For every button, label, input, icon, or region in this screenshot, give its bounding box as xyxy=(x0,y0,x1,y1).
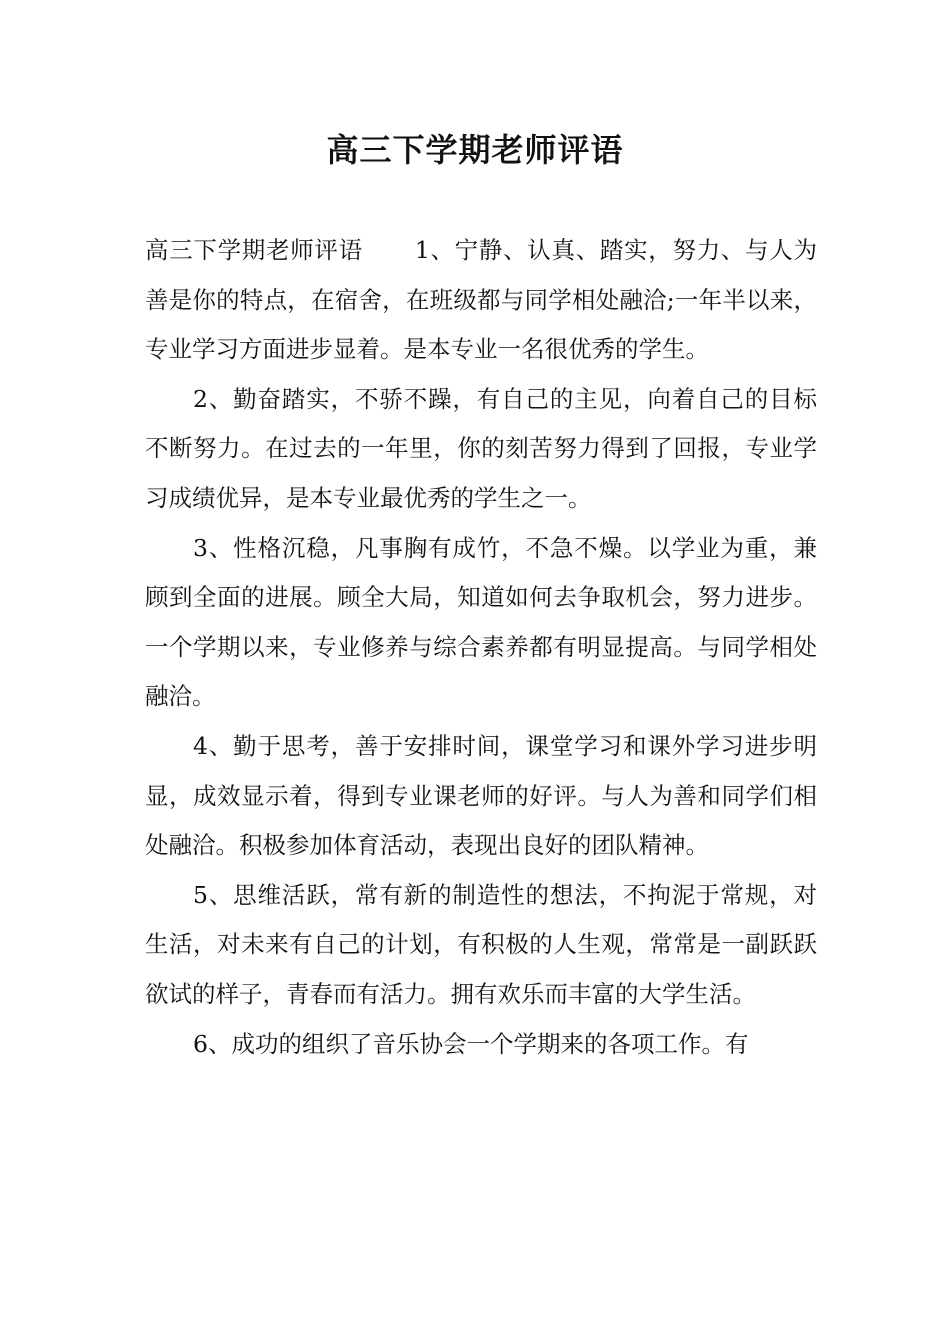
intro-title: 高三下学期老师评语 xyxy=(145,236,363,264)
document-title: 高三下学期老师评语 xyxy=(326,131,624,169)
paragraph-1 xyxy=(145,226,817,375)
paragraph-4: 4、勤于思考，善于安排时间，课堂学习和课外学习进步明显，成效显示着，得到专业课老师的好评。与人为善和同学们相处融洽。积极参加体育活动，表现出良好的团队精神。 xyxy=(145,731,817,860)
document-body xyxy=(145,226,817,1069)
paragraph-5: 5、思维活跃，常有新的制造性的想法，不拘泥于常规，对生活，对未来有自己的计划，有积极的人生观，常常是一副跃跃欲试的样子，青春而有活力。拥有欢乐而丰富的大学生活。 xyxy=(145,880,817,1008)
paragraph-3: 3、性格沉稳，凡事胸有成竹，不急不燥。以学业为重，兼顾到全面的进展。顾全大局，知道如何去争取机会，努力进步。一个学期以来，专业修养与综合素养都有明显提高。与同学相处融洽。 xyxy=(145,533,817,711)
paragraph-1-text: 1、宁静、认真、踏实，努力、与人为善是你的特点，在宿舍，在班级都与同学相处融洽;一年半以来，专业学习方面进步显着。是本专业一名很优秀的学生。 xyxy=(145,236,818,364)
paragraph-2: 2、勤奋踏实，不骄不躁，有自己的主见，向着自己的目标不断努力。在过去的一年里，你的刻苦努力得到了回报，专业学习成绩优异，是本专业最优秀的学生之一。 xyxy=(145,384,817,512)
paragraph-6: 6、成功的组织了音乐协会一个学期来的各项工作。有 xyxy=(193,1029,749,1058)
